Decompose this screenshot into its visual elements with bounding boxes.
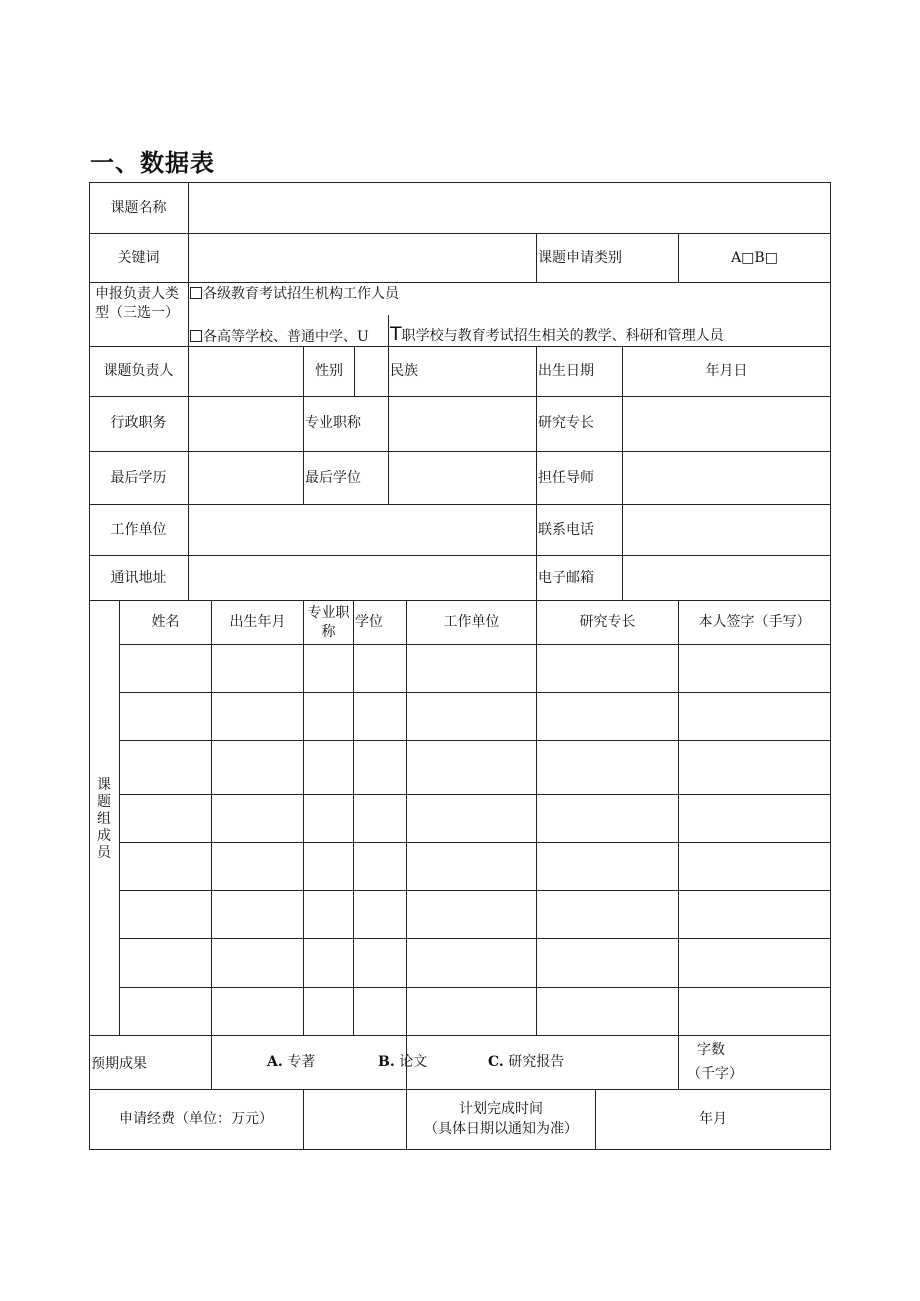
member-header-signature: 本人签字（手写） xyxy=(698,614,811,630)
funding-amount-field[interactable] xyxy=(305,1091,405,1148)
applicant-option-2[interactable] xyxy=(190,328,369,346)
member-header-specialty: 研究专长 xyxy=(579,614,636,630)
member-header-degree: 学位 xyxy=(355,614,383,630)
degree-label: 最后学位 xyxy=(305,470,361,486)
applicant-option-1[interactable] xyxy=(190,285,399,303)
applicant-option-3-text: 职学校与教育考试招生相关的教学、科研和管理人员 xyxy=(401,328,724,344)
research-specialty-label: 研究专长 xyxy=(538,415,594,431)
member-header-title: 专业职 xyxy=(307,605,350,621)
address-label: 通讯地址 xyxy=(110,570,167,586)
applicant-option-2-text: 各高等学校、普通中学、U xyxy=(203,329,369,345)
plan-time-label: 计划完成时间 xyxy=(459,1101,543,1117)
keywords-label: 关键词 xyxy=(117,250,160,266)
category-options[interactable]: A□B□ xyxy=(731,250,778,266)
member-header-title-2: 称 xyxy=(321,624,336,640)
outcome-option-a[interactable] xyxy=(267,1053,315,1071)
applicant-type-label-line2: 型（三选一） xyxy=(95,305,179,321)
leader-label: 课题负责人 xyxy=(103,363,174,379)
members-side-char: 成 xyxy=(97,828,111,844)
member-header-name: 姓名 xyxy=(151,614,180,630)
outcome-option-c[interactable] xyxy=(488,1053,564,1071)
checkbox-icon xyxy=(190,287,202,299)
members-side-char: 员 xyxy=(97,845,111,861)
plan-time-value[interactable]: 年月 xyxy=(699,1111,727,1127)
outcome-option-b-letter: B. xyxy=(378,1054,395,1070)
supervisor-label: 担任导师 xyxy=(538,470,594,486)
plan-time-note: （具体日期以通知为准） xyxy=(424,1121,578,1137)
outcome-option-a-letter: A. xyxy=(267,1054,283,1070)
word-count-unit: （千字） xyxy=(687,1066,743,1082)
topic-name-label: 课题名称 xyxy=(110,200,167,216)
data-table xyxy=(89,182,831,1150)
applicant-option-3[interactable] xyxy=(390,325,724,345)
word-count-label: 字数 xyxy=(697,1042,725,1058)
work-unit-label: 工作单位 xyxy=(110,522,167,538)
phone-label: 联系电话 xyxy=(538,522,594,538)
category-label: 课题申请类别 xyxy=(538,250,622,266)
checkbox-icon xyxy=(190,330,202,342)
ethnicity-label: 民族 xyxy=(390,363,418,379)
outcome-option-c-text: 研究报告 xyxy=(508,1054,565,1070)
applicant-type-label-line1: 申报负责人类 xyxy=(95,286,179,302)
members-side-char: 题 xyxy=(97,794,111,810)
member-header-birth: 出生年月 xyxy=(229,614,286,630)
members-side-char: 组 xyxy=(97,811,111,827)
topic-name-field[interactable] xyxy=(190,184,828,232)
applicant-option-3-mark: T xyxy=(390,323,402,345)
members-side-label xyxy=(96,777,112,862)
keywords-field[interactable] xyxy=(190,235,535,281)
birth-date-label: 出生日期 xyxy=(538,363,594,379)
professional-title-label: 专业职称 xyxy=(305,415,361,431)
page-title: 一、数据表 xyxy=(90,149,215,177)
email-label: 电子邮箱 xyxy=(538,570,594,586)
outcome-option-b-text: 论文 xyxy=(399,1054,428,1070)
outcome-option-b[interactable] xyxy=(378,1053,427,1071)
admin-post-label: 行政职务 xyxy=(110,415,167,431)
gender-label: 性别 xyxy=(315,363,343,379)
members-side-char: 课 xyxy=(97,777,111,793)
outcome-option-a-text: 专著 xyxy=(287,1054,316,1070)
applicant-option-1-text: 各级教育考试招生机构工作人员 xyxy=(203,286,399,302)
outcome-label: 预期成果 xyxy=(91,1056,147,1072)
member-header-unit: 工作单位 xyxy=(443,614,500,630)
funding-label: 申请经费（单位：万元） xyxy=(119,1111,273,1127)
education-label: 最后学历 xyxy=(110,470,167,486)
outcome-option-c-letter: C. xyxy=(488,1054,504,1070)
birth-date-value[interactable]: 年月日 xyxy=(705,363,748,379)
